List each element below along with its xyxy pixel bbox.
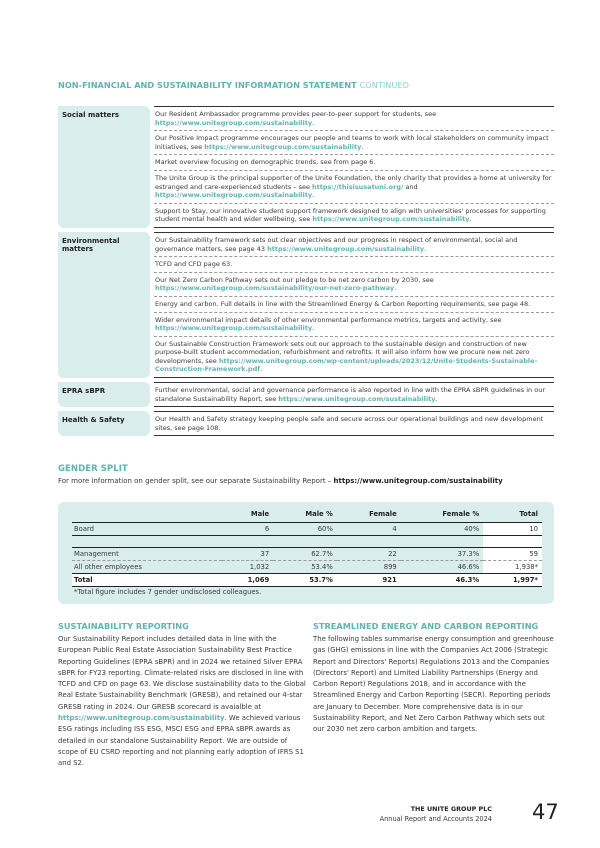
- statement-row: Our Sustainable Construction Framework sets out our approach to the sustainable design and construction of new purpose-built student accommodation, refurbishment and retrofits. It will also inform how we procure new net zero developments, see https://www.unitegroup.com/wp-content/uploads/2023/12/Unite-Students-Sustainable-Construction-Framework.pdf.: [155, 339, 538, 374]
- statement-link[interactable]: https://www.unitegroup.com/sustainability: [155, 118, 313, 127]
- statement-group: [58, 411, 554, 436]
- statement-group-label: Social matters: [58, 106, 150, 228]
- statement-rows: [154, 232, 554, 378]
- statement-rows: [154, 411, 554, 436]
- header-total: Total: [519, 510, 538, 519]
- statement-row: Further environmental, social and governance performance is also reported in line with the EPRA sBPR guidelines in our standalone Sustainability Report, see https://www.unitegroup.com/sustainability.: [155, 386, 546, 403]
- statement-rows: [154, 106, 554, 228]
- table-header-row: [72, 510, 542, 522]
- sustainability-reporting-title: SUSTAINABILITY REPORTING: [58, 621, 189, 631]
- statement-rows: [154, 382, 554, 407]
- statement-group: [58, 382, 554, 407]
- gender-table-panel: [58, 502, 554, 604]
- section-title: NON-FINANCIAL AND SUSTAINABILITY INFORMATION STATEMENT: [58, 80, 357, 90]
- gender-split-title: GENDER SPLIT: [58, 464, 128, 474]
- statement-group-label: Health & Safety: [58, 411, 150, 436]
- statement-row: Our Net Zero Carbon Pathway sets out our pledge to be net zero carbon by 2030, see https://www.unitegroup.com/sustainability/our-net-zero-pathway.: [154, 273, 554, 297]
- secr-body: The following tables summarise energy consumption and greenhouse gas (GHG) emissions in line with the Companies Act 2006 (Strategic Report and Directors' Reports) Regulations 2013 and the Companies (Directors' Report) and Limited Liability Partnerships (Energy and Carbon Report) Regulations 2018, and in accordance with the Streamlined Energy and Carbon Reporting (SECR). Reporting periods are January to December. More comprehensive data is in our Sustainability Report, and Net Zero Carbon Pathway which sets out our 2030 net zero carbon ambition and targets.: [313, 635, 554, 734]
- secr-section: [313, 621, 558, 736]
- header-label: [72, 510, 222, 522]
- statement-row: Energy and carbon. Full details in line with the Streamlined Energy & Carbon Reporting requirements, see page 48.: [154, 297, 554, 313]
- statement-row: The Unite Group is the principal supporter of the Unite Foundation, the only charity that provides a home at university for estranged and care-experienced students – see https://thisisusatuni.org/ and https://www.unitegroup.com/sustainability.: [154, 171, 554, 204]
- footer-report-title: Annual Report and Accounts 2024: [379, 815, 492, 823]
- header-female: Female: [369, 510, 397, 519]
- table-spacer: [72, 535, 542, 547]
- statement-link[interactable]: https://www.unitegroup.com/sustainability: [267, 244, 425, 253]
- footer-company: THE UNITE GROUP PLC: [410, 805, 492, 813]
- sustainability-link[interactable]: https://www.unitegroup.com/sustainability: [333, 477, 503, 485]
- statement-link[interactable]: https://www.unitegroup.com/sustainability: [204, 142, 362, 151]
- statement-row: Market overview focusing on demographic trends, see from page 6.: [154, 155, 554, 171]
- table-total-row: Total 1,069 53.7% 921 46.3% 1,997*: [72, 573, 542, 586]
- secr-title: STREAMLINED ENERGY AND CARBON REPORTING: [313, 621, 539, 631]
- statement-link[interactable]: https://www.unitegroup.com/sustainability: [155, 324, 313, 333]
- sustainability-reporting-body: Our Sustainability Report includes detailed data in line with the European Public Real Estate Association Sustainability Best Practice Reporting Guidelines (EPRA sBPR) and in 2024 we retained Silver EPRA sBPR for FY23 reporting. Climate-related risks are disclosed in line with TCFD and CFD on page 63. We disclose sustainability data to the Global Real Estate Sustainability Benchmark (GRESB), and retained our 4-star GRESB rating in 2024. Our GRESB scorecard is avaialble at https://www.unitegroup.com/sustainability. We achieved various ESG ratings including ISS ESG, MSCI ESG and EPRA sBPR awards as detailed in our standalone Sustainability Report. We are outside of scope of EU CSRD reporting and not planning early adoption of IFRS S1 and S2.: [58, 635, 306, 768]
- table-row: All other employees 1,032 53.4% 899 46.6% 1,938*: [72, 560, 542, 573]
- gender-table: [72, 510, 542, 587]
- statement-link[interactable]: https://www.unitegroup.com/sustainability: [278, 394, 436, 403]
- statement-group: [58, 106, 554, 228]
- statement-link[interactable]: https://www.unitegroup.com/sustainability: [312, 215, 470, 224]
- sustainability-reporting-section: [58, 621, 308, 770]
- gender-footnote: *Total figure includes 7 gender undisclosed colleagues.: [74, 588, 262, 596]
- statement-row: Wider environmental impact details of other environmental performance metrics, targets and activity, see https://www.unitegroup.com/sustainability.: [154, 313, 554, 337]
- table-row: Board 6 60% 4 40% 10: [72, 522, 542, 535]
- page-number: 47: [532, 800, 559, 824]
- section-header: [58, 80, 409, 90]
- statement-row: TCFD and CFD page 63.: [154, 257, 554, 273]
- statement-row: Our Positive Impact programme encourages our people and teams to work with local stakeholders on community impact initiatives, see https://www.unitegroup.com/sustainability.: [154, 131, 554, 155]
- statement-group: [58, 232, 554, 378]
- statement-row: Our Resident Ambassador programme provides peer-to-peer support for students, see https://www.unitegroup.com/sustainability.: [154, 107, 554, 131]
- statement-link[interactable]: https://www.unitegroup.com/wp-content/uploads/2023/12/Unite-Students-Sustainable-Construction-Framework.pdf: [155, 356, 538, 374]
- statement-table: [58, 106, 554, 440]
- gender-split-subtitle: For more information on gender split, see our separate Sustainability Report – https://www.unitegroup.com/sustainability: [58, 477, 503, 485]
- statement-row: Support to Stay, our innovative student support framework designed to align with universities' processes for supporting student mental health and wider wellbeing, see https://www.unitegroup.com/sustainability.: [155, 206, 546, 224]
- sustainability-link[interactable]: https://www.unitegroup.com/sustainability: [58, 714, 225, 723]
- header-male: Male: [250, 510, 270, 519]
- statement-link[interactable]: https://thisisusatuni.org/: [312, 182, 404, 191]
- statement-row: Our Health and Safety strategy keeping people safe and secure across our operational buildings and new development sites, see page 108.: [155, 415, 544, 432]
- statement-link[interactable]: https://www.unitegroup.com/sustainability: [155, 191, 313, 200]
- continued-label: CONTINUED: [359, 80, 409, 90]
- statement-group-label: EPRA sBPR: [58, 382, 150, 407]
- header-female-pct: Female %: [442, 510, 480, 519]
- statement-group-label: Environmental matters: [58, 232, 150, 378]
- table-row: Management 37 62.7% 22 37.3% 59: [72, 547, 542, 560]
- statement-row: Our Sustainability framework sets out clear objectives and our progress in respect of environmental, social and governance matters, see page 43 https://www.unitegroup.com/sustainability.: [154, 233, 554, 257]
- statement-link[interactable]: https://www.unitegroup.com/sustainability/our-net-zero-pathway: [155, 284, 395, 293]
- header-male-pct: Male %: [305, 510, 333, 519]
